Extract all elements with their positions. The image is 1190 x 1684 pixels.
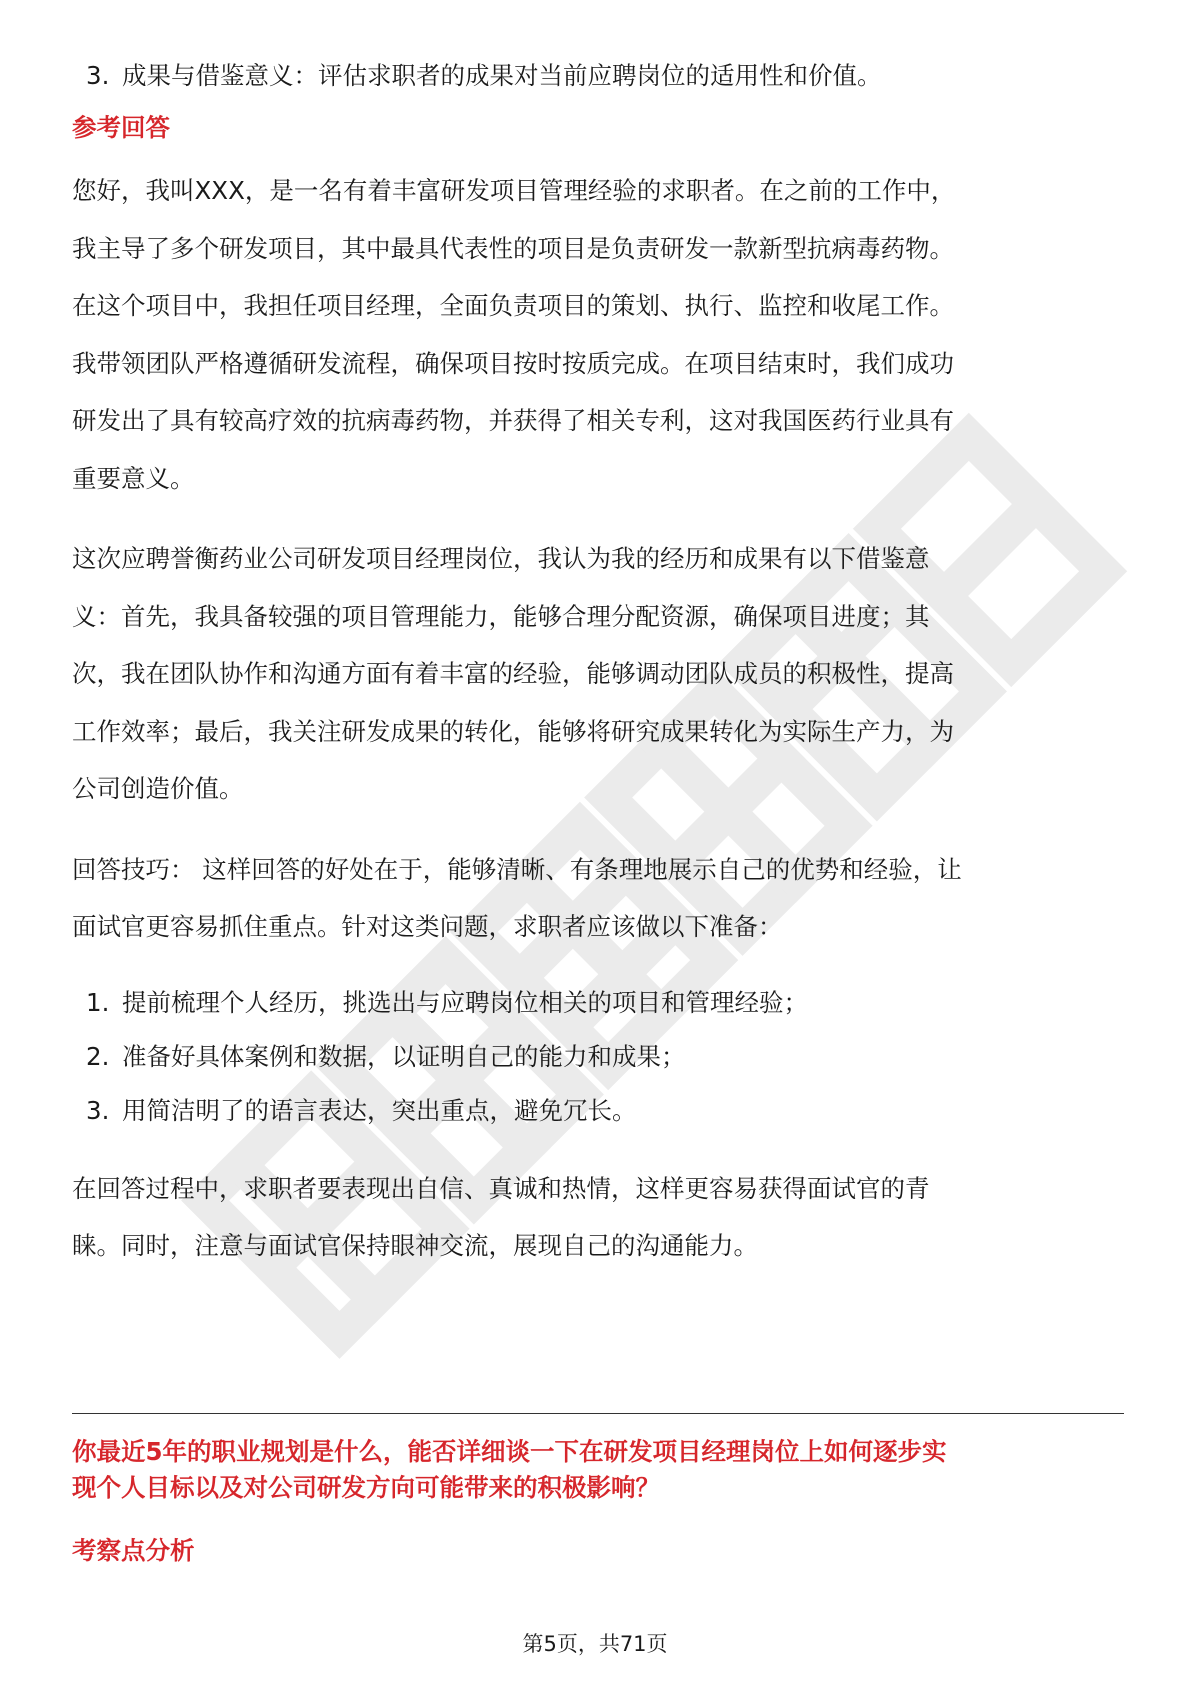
paragraph-line: 面试官更容易抓住重点。针对这类问题，求职者应该做以下准备： bbox=[72, 912, 783, 941]
paragraph-line: 研发出了具有较高疗效的抗病毒药物，并获得了相关专利，这对我国医药行业具有 bbox=[72, 406, 954, 435]
list-item bbox=[72, 976, 1124, 1030]
list-item-text: 准备好具体案例和数据，以证明自己的能力和成果； bbox=[122, 1041, 686, 1071]
paragraph-line: 您好，我叫XXX，是一名有着丰富研发项目管理经验的求职者。在之前的工作中， bbox=[72, 176, 956, 205]
paragraph-line: 重要意义。 bbox=[72, 463, 195, 493]
list-item-text: 提前梳理个人经历，挑选出与应聘岗位相关的项目和管理经验； bbox=[122, 987, 808, 1017]
list-item bbox=[72, 58, 1124, 94]
list-item-text: 成果与借鉴意义：评估求职者的成果对当前应聘岗位的适用性和价值。 bbox=[122, 61, 882, 90]
list-number: 1. bbox=[86, 987, 110, 1017]
paragraph-line: 次，我在团队协作和沟通方面有着丰富的经验，能够调动团队成员的积极性，提高 bbox=[72, 659, 954, 688]
closing-paragraph bbox=[72, 1160, 1124, 1275]
section-divider bbox=[72, 1413, 1124, 1414]
list-item bbox=[72, 1084, 1124, 1138]
answer-paragraph-2 bbox=[72, 530, 1124, 818]
page-footer: 第5页，共71页 bbox=[522, 1632, 668, 1656]
main-content bbox=[72, 58, 1124, 1275]
paragraph-line: 在这个项目中，我担任项目经理，全面负责项目的策划、执行、监控和收尾工作。 bbox=[72, 291, 954, 320]
paragraph-line: 这次应聘誉衡药业公司研发项目经理岗位，我认为我的经历和成果有以下借鉴意 bbox=[72, 544, 930, 573]
paragraph-line: 回答技巧： 这样回答的好处在于，能够清晰、有条理地展示自己的优势和经验，让 bbox=[72, 854, 962, 884]
paragraph-line: 公司创造价值。 bbox=[72, 774, 244, 803]
reference-answer-heading: 参考回答 bbox=[72, 113, 170, 142]
paragraph-line: 我主导了多个研发项目，其中最具代表性的项目是负责研发一款新型抗病毒药物。 bbox=[72, 233, 954, 263]
question-line: 现个人目标以及对公司研发方向可能带来的积极影响？ bbox=[72, 1473, 660, 1502]
tips-list bbox=[72, 976, 1124, 1138]
paragraph-line: 工作效率；最后，我关注研发成果的转化，能够将研究成果转化为实际生产力，为 bbox=[72, 716, 954, 746]
paragraph-line: 我带领团队严格遵循研发流程，确保项目按时按质完成。在项目结束时，我们成功 bbox=[72, 348, 954, 378]
analysis-heading: 考察点分析 bbox=[72, 1536, 195, 1565]
paragraph-line: 义：首先，我具备较强的项目管理能力，能够合理分配资源，确保项目进度；其 bbox=[72, 601, 930, 631]
list-number: 3. bbox=[86, 1095, 110, 1125]
question-line: 你最近5年的职业规划是什么，能否详细谈一下在研发项目经理岗位上如何逐步实 bbox=[72, 1437, 947, 1466]
next-question-heading bbox=[72, 1434, 1124, 1506]
paragraph-line: 睐。同时，注意与面试官保持眼神交流，展现自己的沟通能力。 bbox=[72, 1231, 758, 1260]
answer-paragraph-1 bbox=[72, 162, 1124, 507]
list-item-text: 用简洁明了的语言表达，突出重点，避免冗长。 bbox=[122, 1095, 637, 1125]
tips-paragraph bbox=[72, 841, 1124, 956]
list-number: 3. bbox=[86, 61, 110, 90]
list-number: 2. bbox=[86, 1041, 110, 1071]
list-item bbox=[72, 1030, 1124, 1084]
paragraph-line: 在回答过程中，求职者要表现出自信、真诚和热情，这样更容易获得面试官的青 bbox=[72, 1173, 930, 1203]
